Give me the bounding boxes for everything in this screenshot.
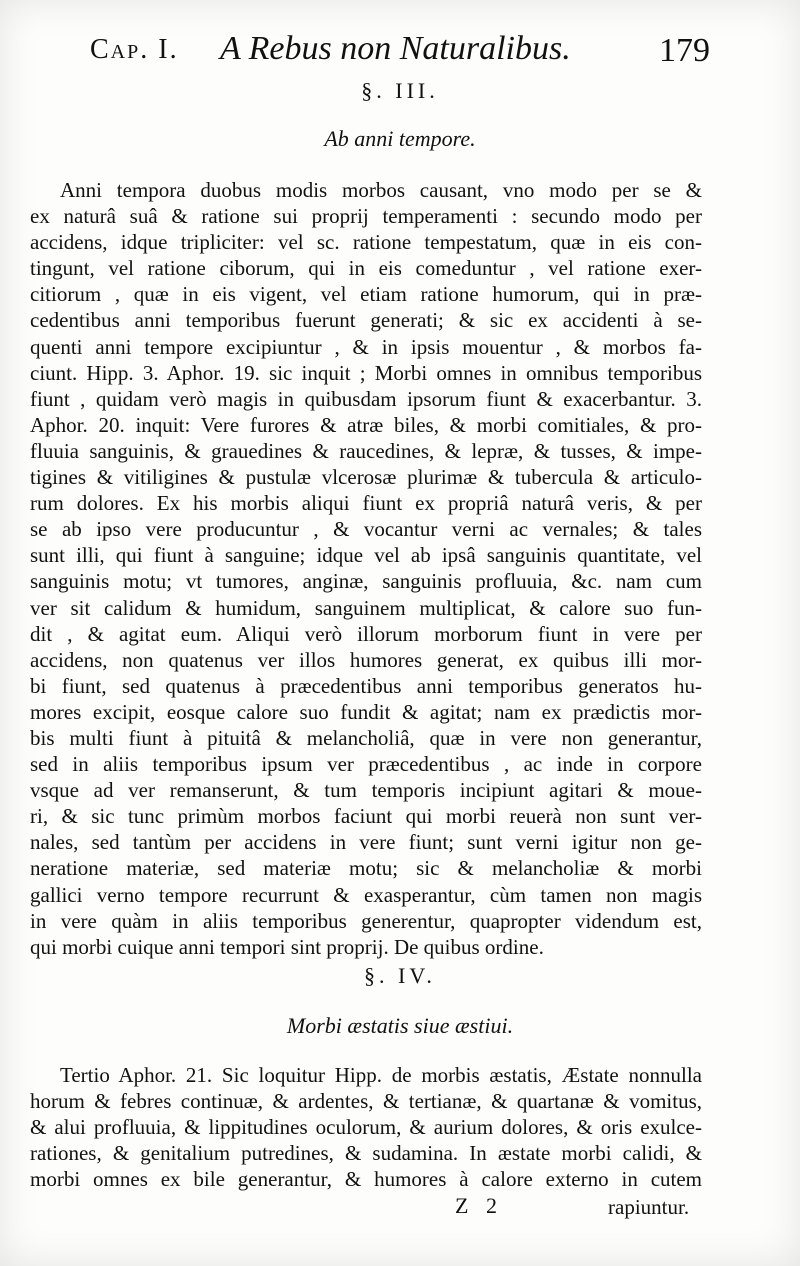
text-line: Anni tempora duobus modis morbos causant, vno modo per se & — [60, 178, 702, 202]
text-line: gallici verno tempore recurrunt & exasperantur, cùm tamen non magis — [30, 882, 702, 907]
chapter-label: Cap. I. — [90, 34, 179, 65]
section-4-number: §. IV. — [364, 963, 436, 988]
text-line: sed in aliis temporibus ipsum ver præcedentibus , ac inde in corpore — [30, 752, 702, 777]
section-3-title: Ab anni tempore. — [324, 126, 476, 151]
text-line: fiunt , quidam verò magis in quibusdam ipsorum fiunt & exacerbantur. 3. — [30, 386, 702, 411]
text-line: citiorum , quæ in eis vigent, vel etiam ratione humorum, qui in præ- — [30, 282, 702, 307]
running-header — [90, 30, 710, 74]
text-line: ciunt. Hipp. 3. Aphor. 19. sic inquit ; Morbi omnes in omnibus temporibus — [30, 360, 702, 385]
text-line: accidens, idque tripliciter: vel sc. ratione tempestatum, quæ in eis con- — [30, 230, 702, 255]
text-line: Tertio Aphor. 21. Sic loquitur Hipp. de morbis æstatis, Æstate nonnulla — [60, 1063, 702, 1087]
text-line: bi fiunt, sed quatenus à præcedentibus anni temporibus generatos hu- — [30, 673, 702, 698]
text-line: rationes, & genitalium putredines, & sudamina. In æstate morbi calidi, & — [30, 1141, 702, 1166]
text-line: ri, & sic tunc primùm morbos faciunt qui morbi reuerà non sunt ver- — [30, 804, 702, 829]
section-4-title-block — [0, 1013, 800, 1039]
section-3-number: §. III. — [361, 78, 439, 103]
text-line: rum dolores. Ex his morbis aliqui fiunt ex propriâ naturâ veris, & per — [30, 491, 702, 516]
text-line: dit , & agitat eum. Aliqui verò illorum morborum fiunt in vere per — [30, 621, 702, 646]
text-line: morbi omnes ex bile generantur, & humores à calore externo in cutem — [30, 1167, 702, 1192]
text-line: neratione materiæ, sed materiæ motu; sic & melancholiæ & morbi — [30, 856, 702, 881]
text-line: qui morbi cuique anni tempori sint proprij. De quibus ordine. — [30, 934, 544, 959]
text-line: nales, sed tantùm per accidens in vere fiunt; sunt verni igitur non ge- — [30, 830, 702, 855]
text-line: Aphor. 20. inquit: Vere furores & atræ biles, & morbi comitiales, & pro- — [30, 412, 702, 437]
text-line: fluuia sanguinis, & grauedines & raucedines, & lepræ, & tusses, & impe- — [30, 438, 702, 463]
text-line: tingunt, vel ratione ciborum, qui in eis comeduntur , vel ratione exer- — [30, 256, 702, 281]
text-line: quenti anni tempore excipiuntur , & in ipsis mouentur , & morbos fa- — [30, 334, 702, 359]
text-line: vsque ad ver remanserunt, & tum temporis incipiunt agitari & moue- — [30, 778, 702, 803]
signature-mark: Z 2 — [455, 1193, 503, 1218]
text-line: cedentibus anni temporibus fuerunt generati; & sic ex accidenti à se- — [30, 308, 702, 333]
catchword: rapiuntur. — [608, 1195, 690, 1219]
text-line: tigines & vitiligines & pustulæ vlcerosæ plurimæ & tubercula & articulo- — [30, 465, 702, 490]
page-number: 179 — [659, 32, 710, 69]
text-line: sanguinis motu; vt tumores, anginæ, sanguinis profluuia, &c. nam cum — [30, 569, 702, 594]
text-line: horum & febres continuæ, & ardentes, & tertianæ, & quartanæ & vomitus, — [30, 1089, 702, 1114]
text-line: sunt illi, qui fiunt à sanguine; idque vel ab ipsâ sanguinis quantitate, vel — [30, 543, 702, 568]
text-line: mores excipit, eosque calore suo fundit & agitat; nam ex prædictis mor- — [30, 699, 702, 724]
section-4-number-block — [0, 963, 800, 989]
section-3-number-block — [0, 78, 800, 104]
section-4-title: Morbi æstatis siue æstiui. — [286, 1013, 514, 1038]
text-line: ex naturâ suâ & ratione sui proprij temperamenti : secundo modo per — [30, 204, 702, 229]
text-line: ver sit calidum & humidum, sanguinem multiplicat, & calore suo fun- — [30, 595, 702, 620]
text-line: in vere quàm in aliis temporibus generentur, quapropter videndum est, — [30, 908, 702, 933]
running-title: A Rebus non Naturalibus. — [220, 30, 571, 67]
section-3-title-block — [0, 126, 800, 152]
paragraph-1 — [30, 177, 702, 960]
text-line: bis multi fiunt à pituitâ & melancholiâ, quæ in vere non generantur, — [30, 725, 702, 750]
text-line: se ab ipso vere producuntur , & vocantur verni ac vernales; & tales — [30, 517, 702, 542]
text-line: accidens, non quatenus ver illos humores generat, ex quibus illi mor- — [30, 647, 702, 672]
page-footer — [0, 1193, 800, 1223]
paragraph-2 — [30, 1062, 702, 1192]
text-line: & alui profluuia, & lippitudines oculorum, & aurium dolores, & oris exulce- — [30, 1115, 702, 1140]
